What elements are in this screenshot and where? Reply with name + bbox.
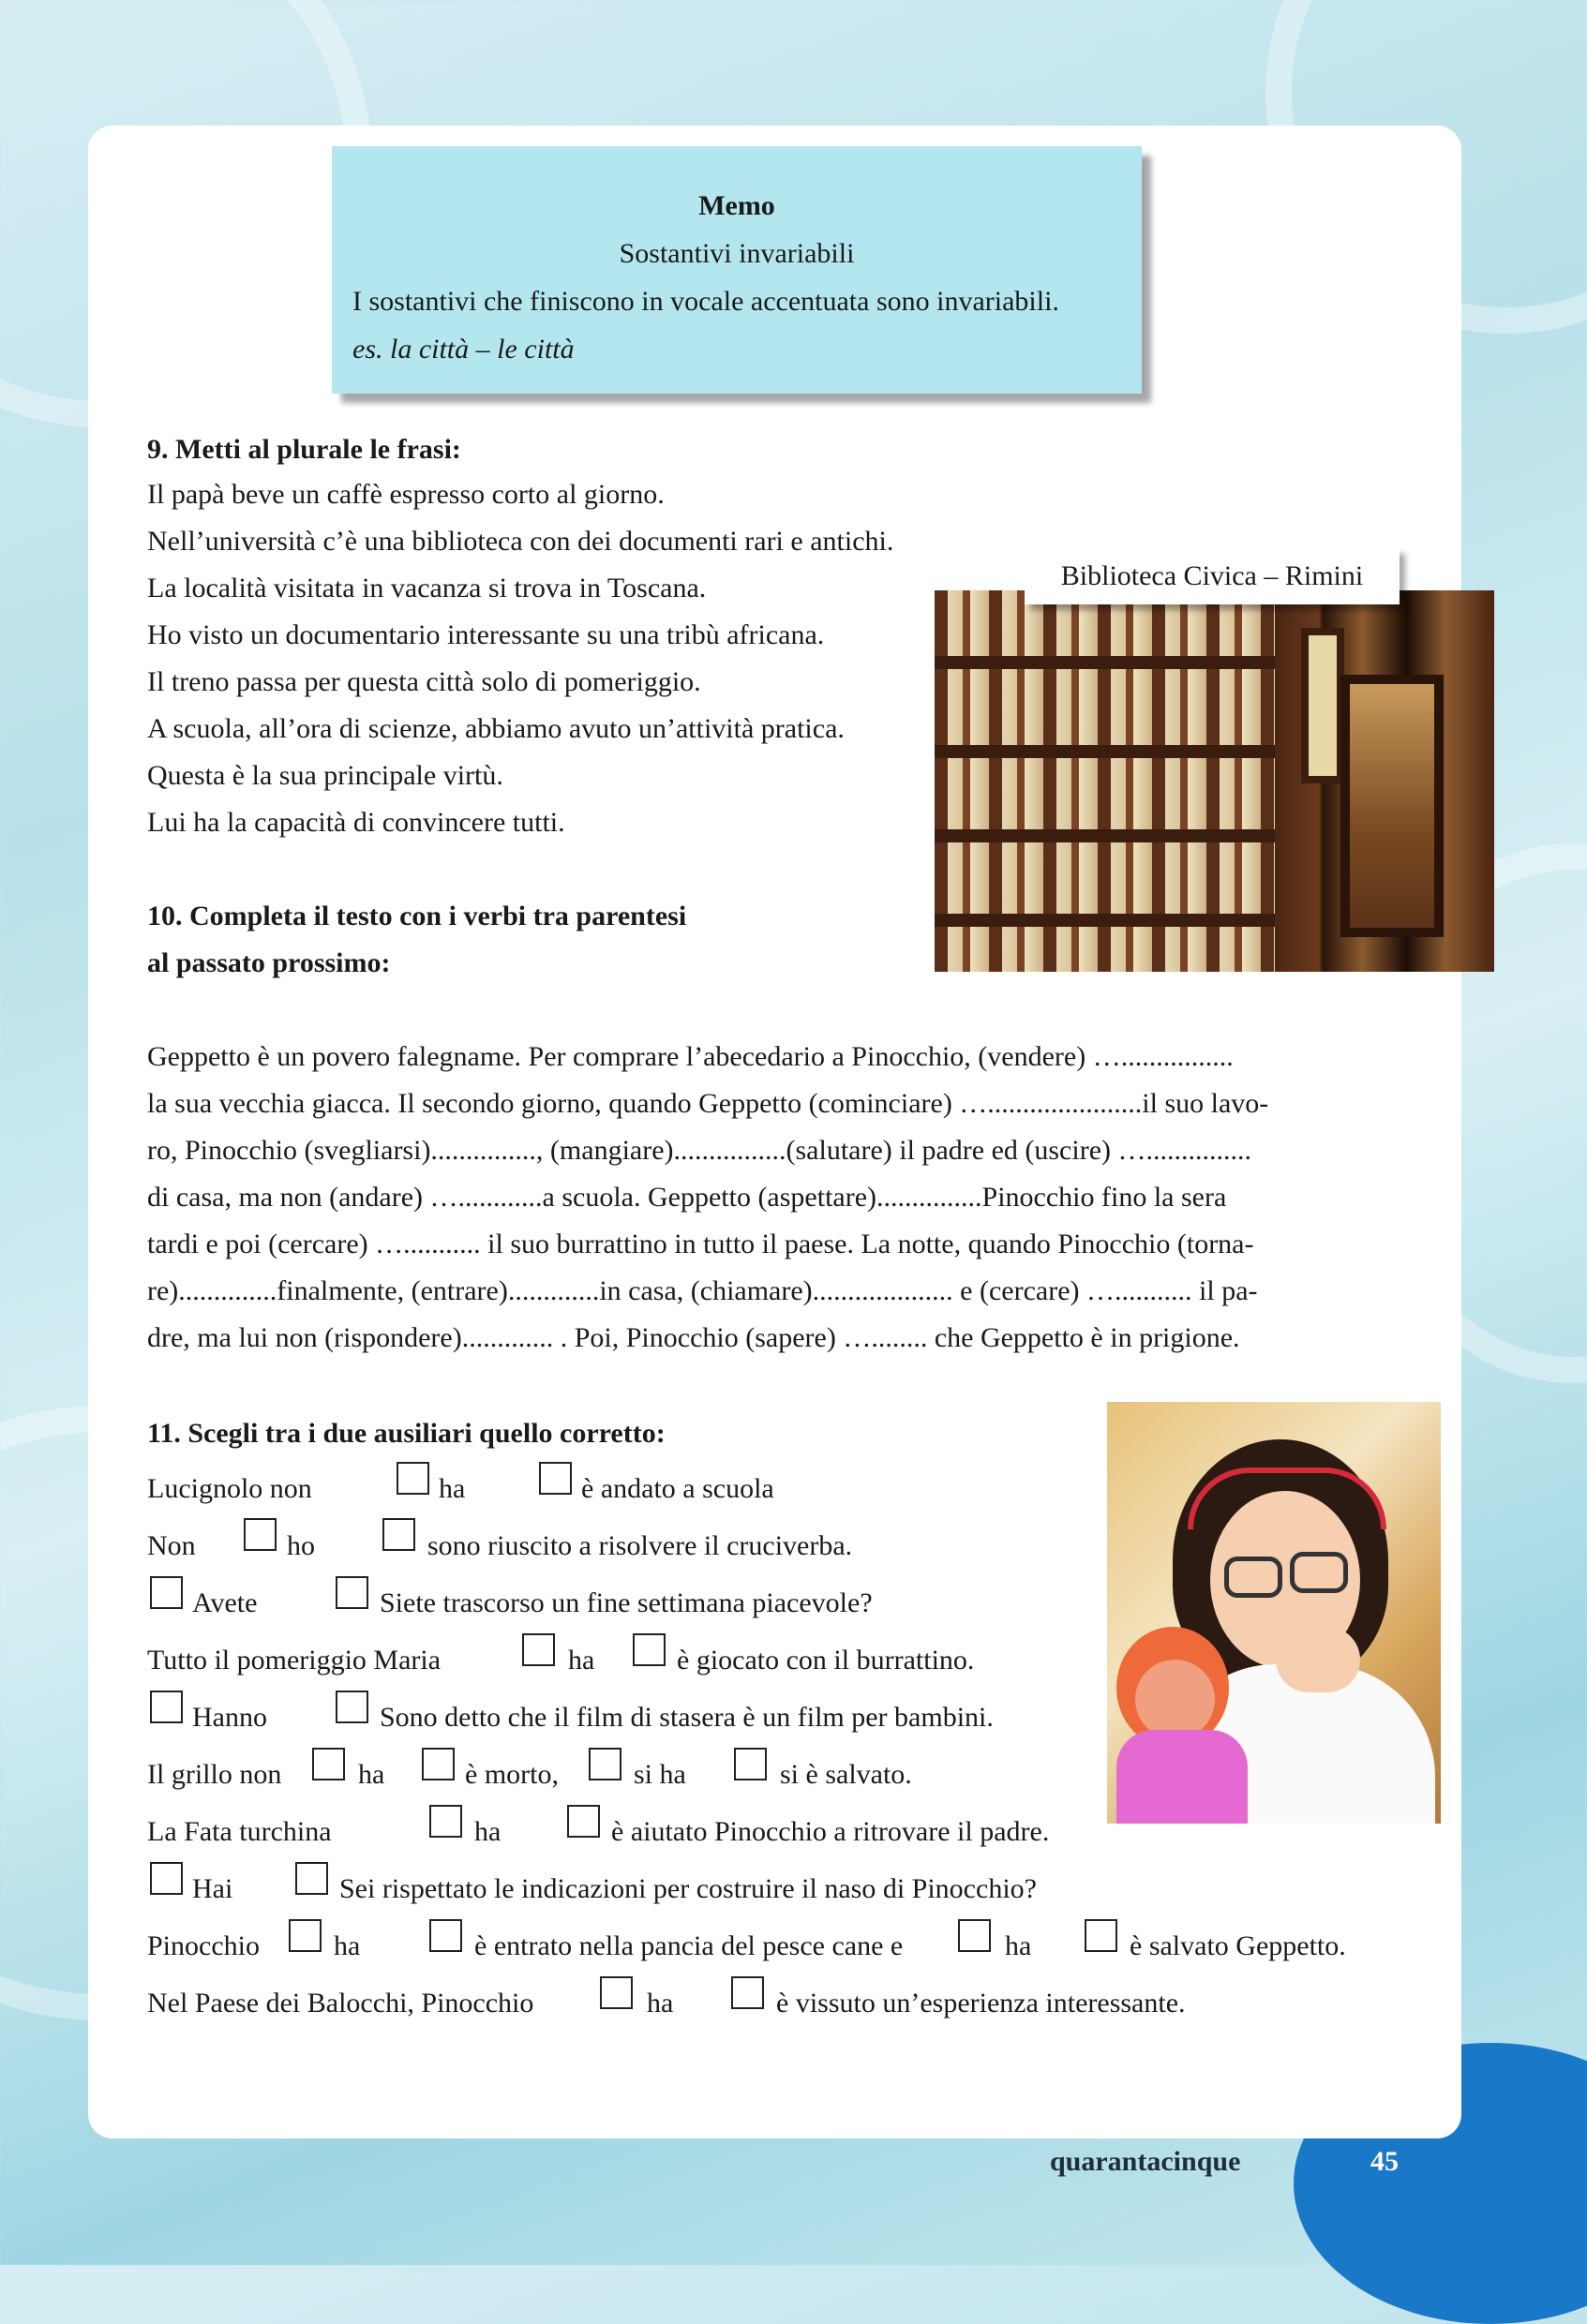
row-1-text: Lucignolo non [147, 1473, 312, 1504]
checkbox-row-1-option-1[interactable] [397, 1462, 429, 1495]
exercise-10-title-cont: al passato prossimo: [147, 947, 391, 978]
exercise-9-line: Nell’università c’è una biblioteca con dei documenti rari e antichi. [147, 526, 894, 557]
row-8-option-1-label: Hai [192, 1873, 233, 1904]
row-2-option-1-label: ho [287, 1530, 315, 1561]
row-1-option-2-label: è andato a scuola [581, 1473, 774, 1504]
row-5-option-2-label: Sono detto che il film di stasera è un film per bambini. [380, 1702, 994, 1733]
row-9-option-2-label: è entrato nella pancia del pesce cane e [474, 1930, 904, 1961]
exercise-10-line: dre, ma lui non (rispondere)............. . Poi, Pinocchio (sapere) …........ che Geppetto è in prigione. [147, 1322, 1240, 1353]
exercise-10-line: ro, Pinocchio (svegliarsi)..............., (mangiare)................(salutare) il padre ed (uscire) …............... [147, 1135, 1251, 1166]
row-3-option-1-label: Avete [192, 1587, 258, 1618]
memo-subtitle: Sostantivi invariabili [619, 238, 855, 269]
row-7-option-1-label: ha [474, 1816, 502, 1847]
checkbox-row-1-option-2[interactable] [539, 1462, 572, 1495]
checkbox-row-2-option-1[interactable] [244, 1518, 277, 1551]
checkbox-row-5-option-1[interactable] [150, 1691, 183, 1723]
row-10-option-2-label: è vissuto un’esperienza interessante. [776, 1988, 1186, 2019]
checkbox-row-6-option-3[interactable] [589, 1748, 621, 1780]
exercise-10-line: di casa, ma non (andare) …............a scuola. Geppetto (aspettare)...............Pinocchio fino la sera [147, 1182, 1227, 1213]
checkbox-row-5-option-2[interactable] [336, 1691, 368, 1723]
row-9-option-1-label: ha [334, 1930, 361, 1961]
checkbox-row-3-option-2[interactable] [336, 1576, 368, 1609]
row-10-option-1-label: ha [647, 1988, 674, 2019]
page-number-word: quarantacinque [1050, 2146, 1241, 2177]
checkbox-row-6-option-1[interactable] [312, 1748, 345, 1780]
library-photo [935, 590, 1494, 972]
exercise-9-line: Il papà beve un caffè espresso corto al giorno. [147, 479, 665, 510]
row-5-option-1-label: Hanno [192, 1702, 267, 1733]
exercise-10-line: tardi e poi (cercare) …........... il suo burrattino in tutto il paese. La notte, quando Pinocchio (torna- [147, 1229, 1254, 1259]
row-9-option-4-label: è salvato Geppetto. [1130, 1930, 1346, 1961]
exercise-9-title: 9. Metti al plurale le frasi: [147, 434, 461, 465]
row-7-option-2-label: è aiutato Pinocchio a ritrovare il padre. [611, 1816, 1050, 1847]
row-4-option-2-label: è giocato con il burrattino. [677, 1645, 975, 1676]
memo-title: Memo [698, 190, 775, 221]
row-9-text: Pinocchio [147, 1930, 260, 1961]
exercise-10-line: Geppetto è un povero falegname. Per comprare l’abecedario a Pinocchio, (vendere) …................ [147, 1041, 1234, 1072]
exercise-10-text [147, 1034, 1268, 1362]
exercise-9-line: La località visitata in vacanza si trova in Toscana. [147, 573, 707, 603]
checkbox-row-8-option-1[interactable] [150, 1862, 183, 1895]
exercise-11-title: 11. Scegli tra i due ausiliari quello corretto: [147, 1418, 666, 1449]
checkbox-row-9-option-2[interactable] [429, 1919, 462, 1952]
girl-with-puppet-photo [1107, 1402, 1441, 1824]
row-6-option-2-label: è morto, [465, 1759, 559, 1790]
checkbox-row-7-option-2[interactable] [567, 1805, 600, 1838]
row-4-option-1-label: ha [568, 1645, 595, 1676]
library-photo-caption: Biblioteca Civica – Rimini [1025, 548, 1400, 604]
checkbox-row-2-option-2[interactable] [382, 1518, 415, 1551]
exercise-9-line: Ho visto un documentario interessante su una tribù africana. [147, 619, 825, 650]
checkbox-row-4-option-1[interactable] [522, 1633, 555, 1666]
exercise-9-line: Lui ha la capacità di convincere tutti. [147, 807, 565, 838]
checkbox-row-10-option-2[interactable] [731, 1976, 764, 2009]
row-10-text: Nel Paese dei Balocchi, Pinocchio [147, 1988, 534, 2019]
exercise-10-title: 10. Completa il testo con i verbi tra parentesi [147, 901, 687, 931]
memo-box [332, 146, 1142, 394]
row-6-option-4-label: si è salvato. [780, 1759, 912, 1790]
exercise-10-line: re)..............finalmente, (entrare).............in casa, (chiamare).................... e (cercare) …........... il pa- [147, 1275, 1258, 1306]
checkbox-row-4-option-2[interactable] [633, 1633, 666, 1666]
row-1-option-1-label: ha [439, 1473, 466, 1504]
exercise-9-line: Il treno passa per questa città solo di pomeriggio. [147, 666, 701, 697]
row-6-option-1-label: ha [358, 1759, 385, 1790]
row-3-option-2-label: Siete trascorso un fine settimana piacevole? [380, 1587, 873, 1618]
row-2-option-2-label: sono riuscito a risolvere il cruciverba. [427, 1530, 853, 1561]
row-7-text: La Fata turchina [147, 1816, 332, 1847]
checkbox-row-7-option-1[interactable] [429, 1805, 462, 1838]
exercise-9-sentences [147, 471, 893, 846]
row-2-text: Non [147, 1530, 196, 1561]
row-4-text: Tutto il pomeriggio Maria [147, 1645, 442, 1676]
row-9-option-3-label: ha [1005, 1930, 1032, 1961]
row-8-option-2-label: Sei rispettato le indicazioni per costruire il naso di Pinocchio? [339, 1873, 1037, 1904]
memo-example: es. la città – le città [352, 334, 575, 365]
row-6-option-3-label: si ha [634, 1759, 686, 1790]
memo-rule: I sostantivi che finiscono in vocale accentuata sono invariabili. [352, 286, 1059, 317]
checkbox-row-9-option-4[interactable] [1085, 1919, 1117, 1952]
checkbox-row-6-option-4[interactable] [734, 1748, 767, 1780]
exercise-10-line: la sua vecchia giacca. Il secondo giorno, quando Geppetto (cominciare) …......................il suo lavo- [147, 1088, 1269, 1119]
row-6-text: Il grillo non [147, 1759, 282, 1790]
checkbox-row-8-option-2[interactable] [295, 1862, 328, 1895]
checkbox-row-6-option-2[interactable] [422, 1748, 455, 1780]
checkbox-row-10-option-1[interactable] [600, 1976, 633, 2009]
checkbox-row-3-option-1[interactable] [150, 1576, 183, 1609]
checkbox-row-9-option-3[interactable] [958, 1919, 991, 1952]
checkbox-row-9-option-1[interactable] [289, 1919, 322, 1952]
page-number: 45 [1370, 2146, 1399, 2177]
exercise-9-line: A scuola, all’ora di scienze, abbiamo avuto un’attività pratica. [147, 713, 845, 744]
exercise-9-line: Questa è la sua principale virtù. [147, 760, 503, 791]
